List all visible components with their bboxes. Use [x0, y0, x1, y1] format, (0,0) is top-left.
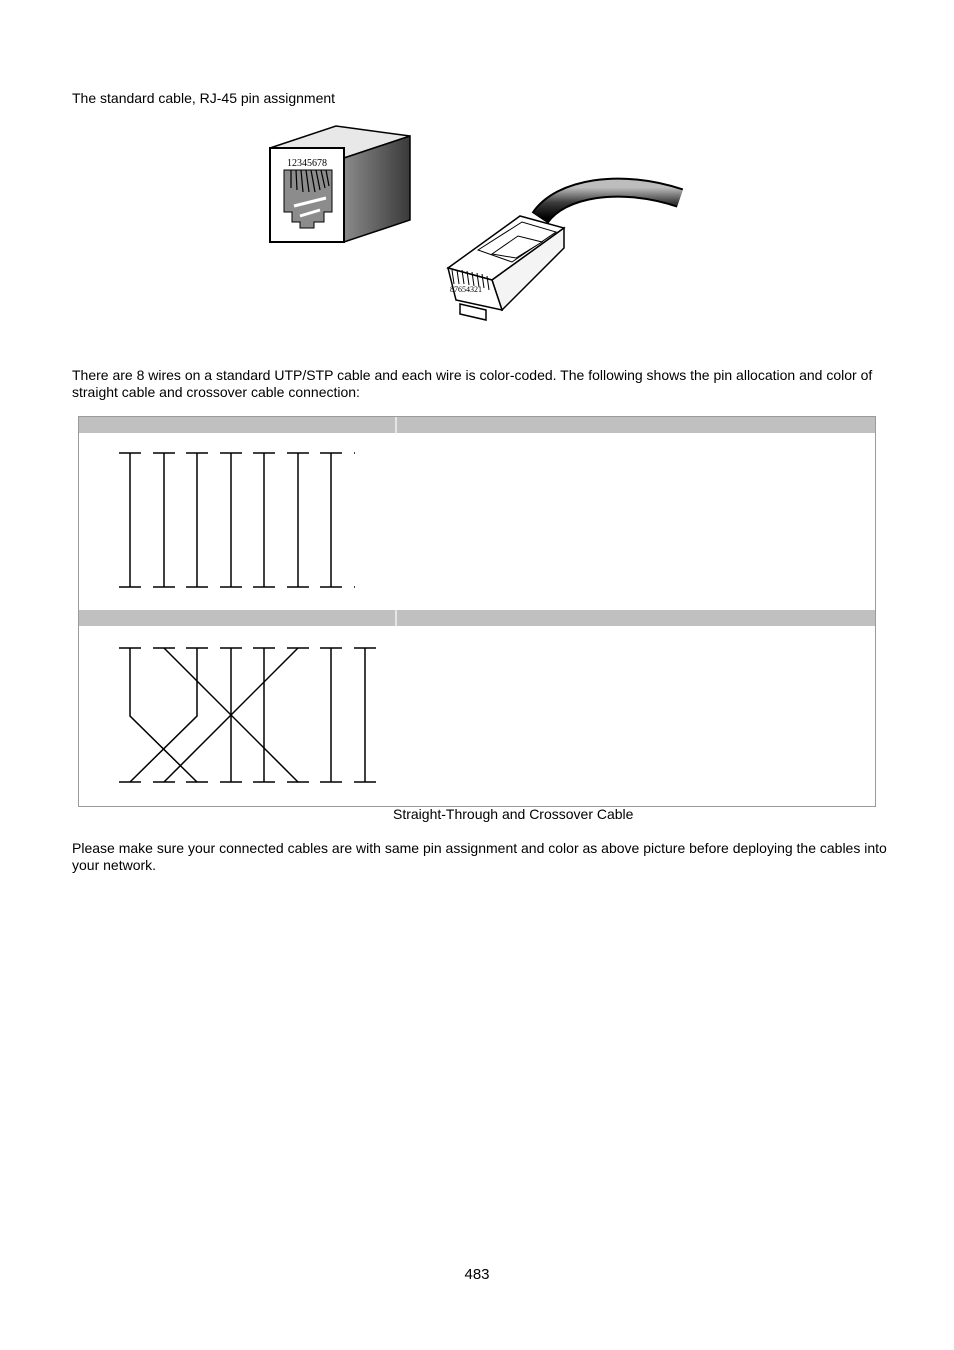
- crossover-wiring: [115, 646, 379, 786]
- intro-text: The standard cable, RJ-45 pin assignment: [72, 90, 336, 106]
- table-header-band: [79, 417, 875, 433]
- wire-1-to-3: [130, 648, 197, 782]
- page-number: 483: [464, 1266, 490, 1283]
- wire-3: [186, 453, 208, 587]
- wire-2: [153, 453, 175, 587]
- wire-6: [287, 453, 309, 587]
- wire-5: [253, 453, 275, 587]
- wire-7: [320, 453, 342, 587]
- body-paragraph-1: There are 8 wires on a standard UTP/STP cable and each wire is color-coded. The following shows the pin allocation and color of straight cable and crossover cable connection:: [72, 367, 873, 400]
- rj45-illustration: [260, 118, 700, 328]
- rj45-jack: [270, 126, 410, 242]
- jack-pin-numbers: 12345678: [287, 158, 327, 169]
- wiring-diagram-table: [78, 416, 876, 807]
- body-paragraph-2: Please make sure your connected cables are with same pin assignment and color as above picture before deploying the cables into your network.: [72, 840, 887, 873]
- wire-4: [220, 453, 242, 587]
- figure-caption: Straight-Through and Crossover Cable: [393, 806, 634, 822]
- rj45-plug: [448, 188, 680, 320]
- table-header-band: [79, 610, 875, 626]
- wire-3-to-1: [130, 648, 197, 782]
- straight-through-wiring: [115, 451, 355, 591]
- wire-8: [354, 453, 355, 587]
- wire-1: [119, 453, 141, 587]
- plug-pin-numbers: 87654321: [450, 285, 482, 294]
